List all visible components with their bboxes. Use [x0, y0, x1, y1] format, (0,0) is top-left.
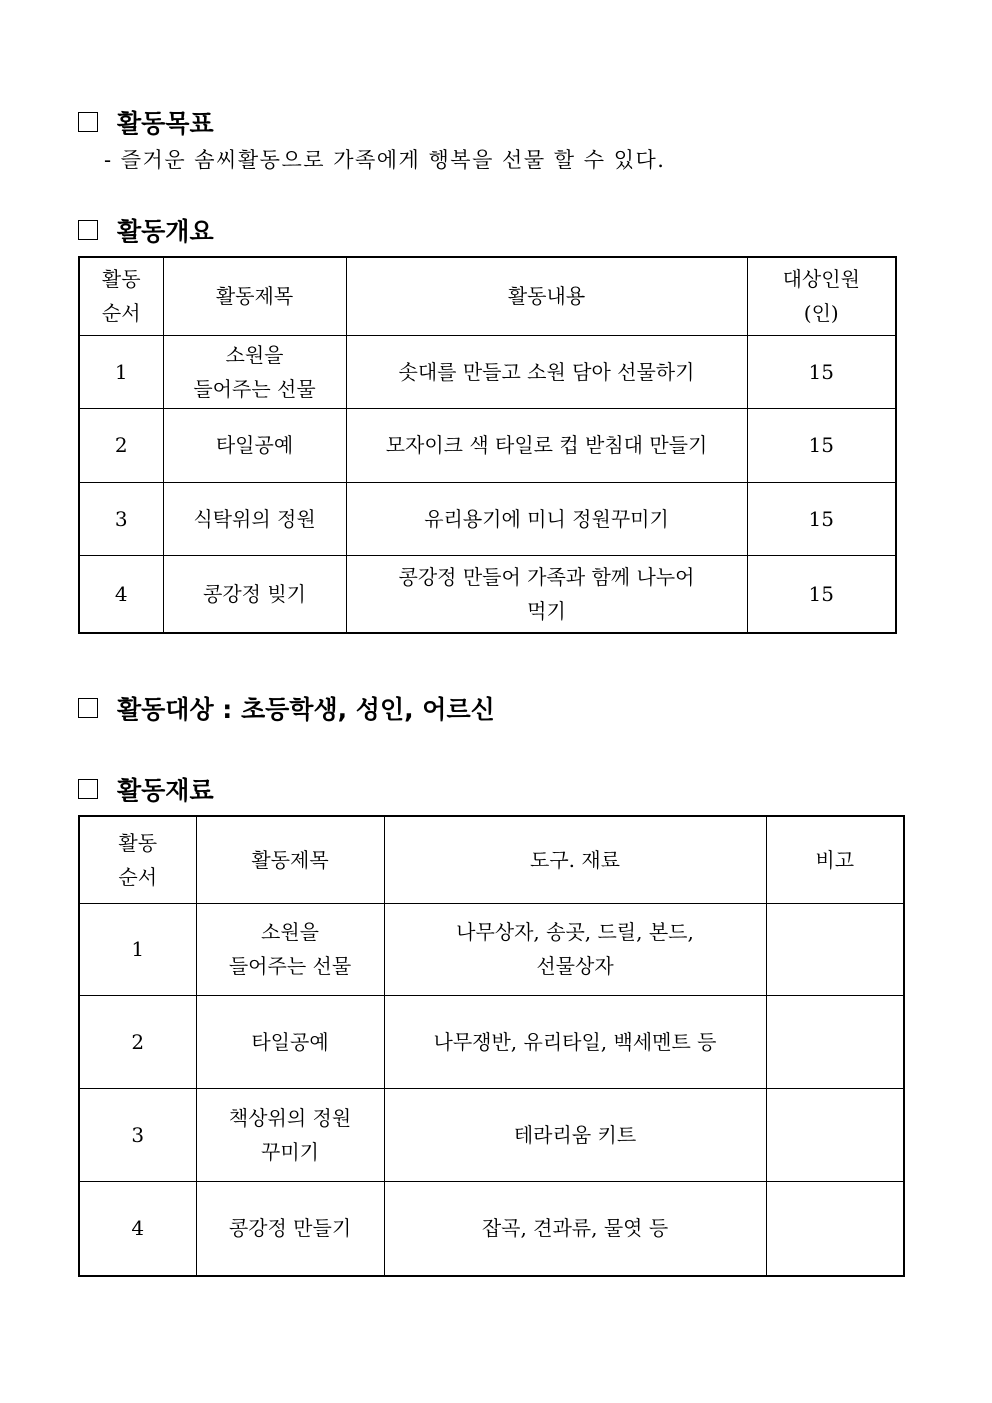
cell-tools: 나무쟁반, 유리타일, 백세멘트 등 [384, 995, 766, 1088]
cell-tools: 나무상자, 송곳, 드릴, 본드, 선물상자 [384, 903, 766, 995]
section-heading-overview [78, 212, 214, 248]
cell-content: 콩강정 만들어 가족과 함께 나누어 먹기 [346, 555, 747, 633]
cell-order: 4 [79, 555, 163, 633]
table-row [79, 335, 896, 408]
cell-note [766, 1181, 904, 1276]
cell-people: 15 [747, 335, 896, 408]
cell-title: 타일공예 [163, 408, 346, 482]
cell-note [766, 1088, 904, 1181]
cell-tools: 테라리움 키트 [384, 1088, 766, 1181]
table-row [79, 903, 904, 995]
cell-order: 2 [79, 408, 163, 482]
cell-order: 2 [79, 995, 196, 1088]
cell-order: 1 [79, 335, 163, 408]
cell-title: 콩강정 만들기 [196, 1181, 384, 1276]
heading-text: 활동개요 [117, 217, 214, 246]
cell-content: 유리용기에 미니 정원꾸미기 [346, 482, 747, 555]
header-order: 활동 순서 [79, 257, 163, 335]
section-heading-goal [78, 104, 214, 140]
checkbox-icon [78, 698, 98, 718]
table-row [79, 1181, 904, 1276]
table-header-row [79, 816, 904, 903]
cell-title: 콩강정 빚기 [163, 555, 346, 633]
cell-title: 소원을 들어주는 선물 [196, 903, 384, 995]
header-order: 활동 순서 [79, 816, 196, 903]
cell-content: 모자이크 색 타일로 컵 받침대 만들기 [346, 408, 747, 482]
cell-people: 15 [747, 482, 896, 555]
cell-order: 3 [79, 482, 163, 555]
section-heading-target [78, 690, 495, 726]
cell-order: 3 [79, 1088, 196, 1181]
header-note: 비고 [766, 816, 904, 903]
heading-text: 활동목표 [117, 109, 214, 138]
table-row [79, 1088, 904, 1181]
materials-table [78, 815, 905, 1277]
cell-title: 소원을 들어주는 선물 [163, 335, 346, 408]
cell-people: 15 [747, 408, 896, 482]
cell-order: 4 [79, 1181, 196, 1276]
cell-content: 솟대를 만들고 소원 담아 선물하기 [346, 335, 747, 408]
cell-title: 식탁위의 정원 [163, 482, 346, 555]
cell-order: 1 [79, 903, 196, 995]
header-content: 활동내용 [346, 257, 747, 335]
table-row [79, 408, 896, 482]
table-row [79, 482, 896, 555]
header-title: 활동제목 [163, 257, 346, 335]
table-row [79, 995, 904, 1088]
cell-title: 책상위의 정원 꾸미기 [196, 1088, 384, 1181]
overview-table [78, 256, 897, 634]
checkbox-icon [78, 112, 98, 132]
section-heading-materials [78, 771, 214, 807]
table-row [79, 555, 896, 633]
heading-text: 활동재료 [117, 776, 214, 805]
header-people: 대상인원 (인) [747, 257, 896, 335]
goal-bullet: - 즐거운 솜씨활동으로 가족에게 행복을 선물 할 수 있다. [104, 148, 666, 172]
cell-title: 타일공예 [196, 995, 384, 1088]
header-title: 활동제목 [196, 816, 384, 903]
table-header-row [79, 257, 896, 335]
header-tools: 도구. 재료 [384, 816, 766, 903]
cell-note [766, 903, 904, 995]
cell-note [766, 995, 904, 1088]
cell-tools: 잡곡, 견과류, 물엿 등 [384, 1181, 766, 1276]
checkbox-icon [78, 779, 98, 799]
heading-text: 활동대상 : 초등학생, 성인, 어르신 [117, 695, 495, 724]
checkbox-icon [78, 220, 98, 240]
cell-people: 15 [747, 555, 896, 633]
